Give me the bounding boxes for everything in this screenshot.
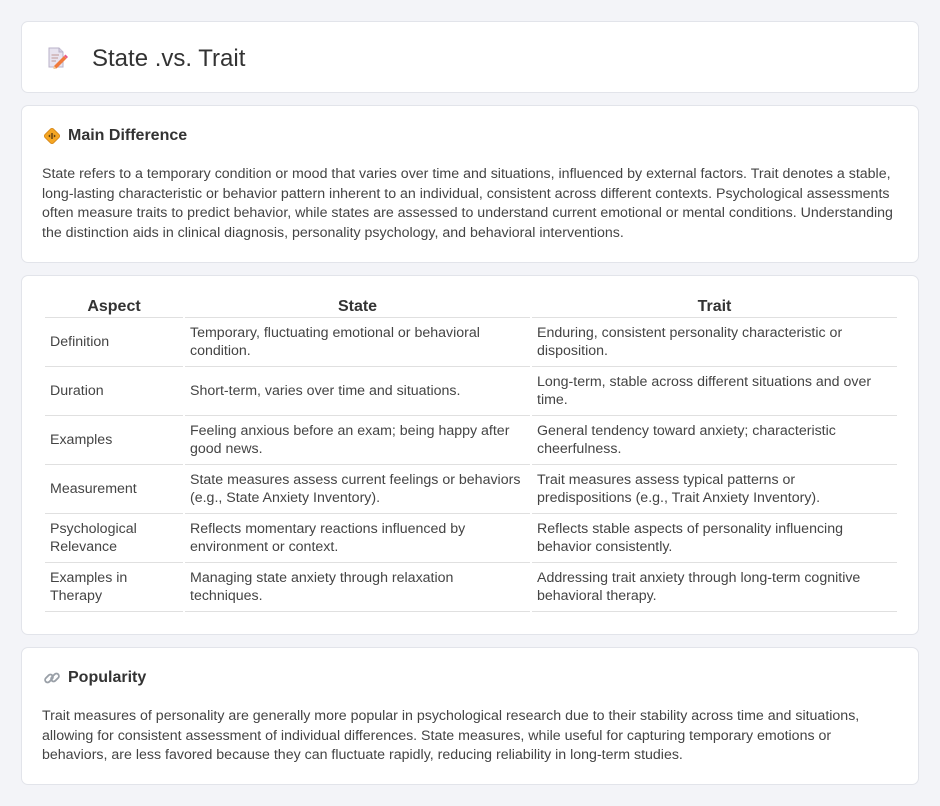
table-row [45,416,897,465]
aspect-cell: Examples [45,416,183,465]
main-difference-text: State refers to a temporary condition or mood that varies over time and situations, influenced by external factors. Trait denotes a stable, long-lasting characteristic or behavior pattern inherent to an individual, consistent across different contexts. Psychological assessments often measure traits to predict behavior, while states are assessed to understand current emotional or mental conditions. Understanding the distinction aids in clinical diagnosis, personality psychology, and behavioral interventions. [42,166,893,241]
main-difference-header [43,126,187,146]
state-cell: Reflects momentary reactions influenced by environment or context. [185,514,530,563]
comparison-table [43,294,899,612]
table-row [45,367,897,416]
state-cell: Short-term, varies over time and situations. [185,367,530,416]
state-cell: Temporary, fluctuating emotional or behavioral condition. [185,318,530,367]
popularity-text: Trait measures of personality are generally more popular in psychological research due to their stability across time and situations, allowing for consistent assessment of individual differences. State measures, while useful for capturing temporary emotions or behaviors, are less favored because they can fluctuate rapidly, reducing reliability in long-term studies. [42,708,860,763]
aspect-cell: Duration [45,367,183,416]
header-trait: Trait [532,294,897,318]
header-state: State [185,294,530,318]
aspect-cell: Examples in Therapy [45,563,183,612]
link-icon [43,669,61,687]
table-row [45,465,897,514]
main-difference-section [21,105,919,263]
popularity-header [43,668,146,688]
comparison-section [21,275,919,635]
popularity-heading: Popularity [68,669,147,686]
aspect-cell: Measurement [45,465,183,514]
trait-cell: Long-term, stable across different situations and over time. [532,367,897,416]
aspect-cell: Psychological Relevance [45,514,183,563]
trait-cell: Reflects stable aspects of personality influencing behavior consistently. [532,514,897,563]
page-title: State .vs. Trait [92,45,246,72]
trait-cell: General tendency toward anxiety; characteristic cheerfulness. [532,416,897,465]
state-cell: State measures assess current feelings or behaviors (e.g., State Anxiety Inventory). [185,465,530,514]
table-row [45,563,897,612]
trait-cell: Trait measures assess typical patterns or predispositions (e.g., Trait Anxiety Inventory). [532,465,897,514]
table-header-row [45,294,897,318]
table-row [45,514,897,563]
document-pencil-icon [46,46,68,70]
main-difference-heading: Main Difference [68,127,188,144]
header-aspect: Aspect [45,294,183,318]
aspect-cell: Definition [45,318,183,367]
diamond-arrows-icon [43,127,61,145]
popularity-section [21,647,919,785]
state-cell: Managing state anxiety through relaxation techniques. [185,563,530,612]
trait-cell: Enduring, consistent personality characteristic or disposition. [532,318,897,367]
trait-cell: Addressing trait anxiety through long-term cognitive behavioral therapy. [532,563,897,612]
header-card [21,21,919,93]
state-cell: Feeling anxious before an exam; being happy after good news. [185,416,530,465]
table-row [45,318,897,367]
